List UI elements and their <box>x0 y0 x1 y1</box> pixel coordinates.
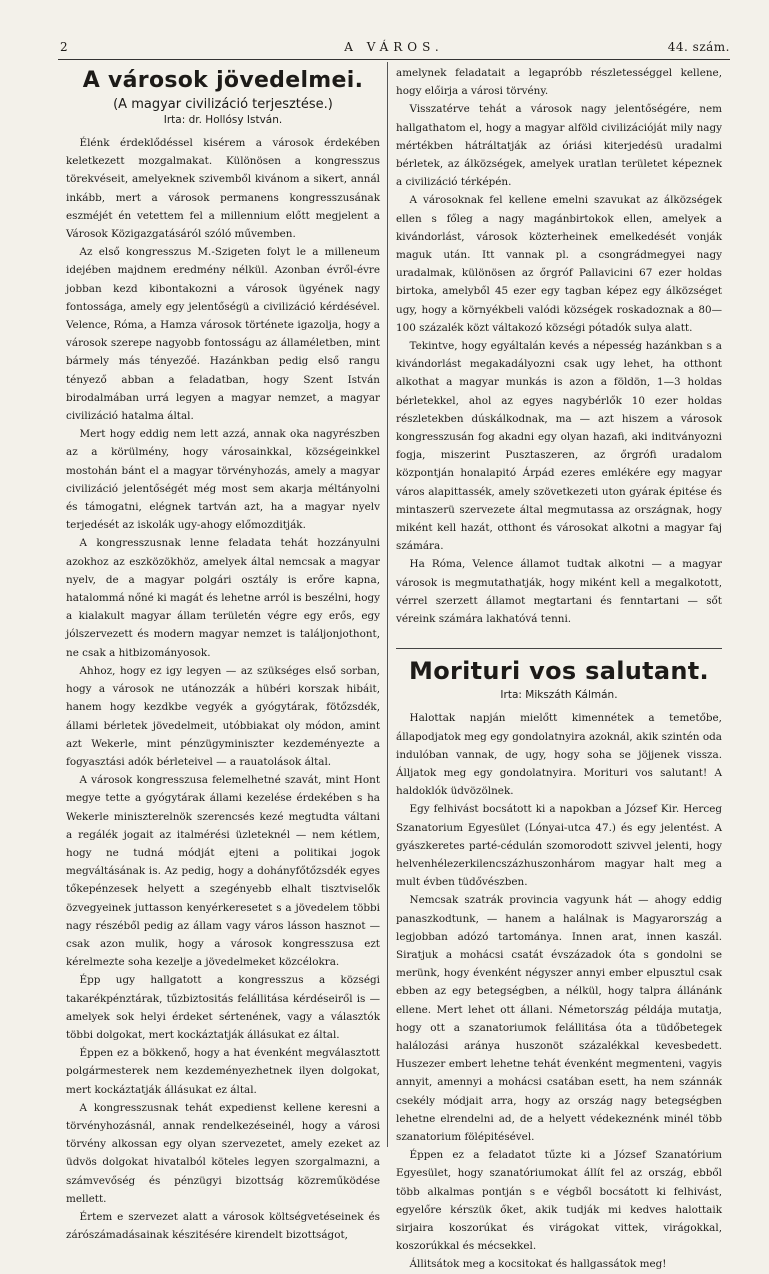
masthead: A VÁROS. <box>344 40 444 54</box>
page-number: 2 <box>60 40 68 54</box>
paragraph: Éppen ez a feladatot tűzte ki a József Szanatórium Egyesület, hogy szanatóriumokat állít fel az ország, ebből több alkalmas pontján s e végből bocsátott ki felhivást, egyelőre kérszük őket, akik tudják mi kedves halottaik sirjaira koszorúkat és virágokat vittek, virágokkal, koszorúkkal és mécsekkel. <box>396 1149 722 1253</box>
left-column <box>66 64 380 1244</box>
paragraph: A városoknak fel kellene emelni szavukat az álközségek ellen s főleg a nagy magánbirtokok ellen, amelyek a kivándorlást, városok közterheinek emelkedését vonják maguk után. Itt vannak pl. a csongrádmegyei nagy uradalmak, különösen az őrgróf Pallavicini 67 ezer holdas birtoka, amelyből 45 ezer egy tagban képez egy álközséget ugy, hogy a környékbeli valódi községek roskadoznak a 80—100 százalék közt váltakozó községi pótadók sulya alatt. <box>396 194 722 334</box>
paragraph: Állitsátok meg a kocsitokat és hallgassátok meg! <box>409 1258 667 1271</box>
second-article-header <box>396 648 722 701</box>
paragraph: Értem e szervezet alatt a városok költségvetéseinek és zárószámadásainak készitésére kirendelt bizottságot, <box>66 1210 380 1242</box>
paragraph: Egy felhivást bocsátott ki a napokban a József Kir. Herceg Szanatorium Egyesület (Lónyai-utca 47.) és egy jelentést. A gyászkeretes parté-cédulán szomorodott szivvel jelenti, hogy helvenhélezerkilencszázhuszonhárom magyar halt meg a mult évben tüdővészben. <box>396 803 722 889</box>
column-divider <box>387 62 388 1147</box>
article-title: Morituri vos salutant. <box>409 657 709 686</box>
paragraph: amelynek feladatait a legapróbb részletességgel kellene, hogy előirja a városi törvény. <box>396 67 722 98</box>
paragraph: Tekintve, hogy egyáltalán kevés a népesség hazánkban s a kivándorlást megakadályozni csak ugy lehet, ha otthont alkothat a magyar munkás is azon a földön, 1—3 holdas bérletekkel, ahol az egyes nagybérlők 10 ezer holdas részletekben dúskálkodnak, ma — azt hiszem a városok kongresszusán fog akadni egy olyan hazafi, aki inditványozni fogja, miszerint Pusztaszeren, az őrgrófi uradalom központján honalapitó Árpád ezeres emlékére egy magyar város alapittassék, amely szövetkezeti uton gyárak épitése és mintaszerü szervezete által megmutassa az országnak, hogy miként kell hazát, otthont és városokat alkotni a magyar faj számára. <box>396 340 722 553</box>
paragraph: Éppen ez a bökkenő, hogy a hat évenként megválasztott polgármesterek nem kezdeményezhetnek ilyen dolgokat, mert kockáztatják állásukat ez által. <box>66 1047 380 1096</box>
paragraph: Nemcsak szatrák provincia vagyunk hát — ahogy eddig panaszkodtunk, — hanem a halálnak is Magyarország a legjobban adózó tartománya. Innen arat, innen kaszál. Siratjuk a mohácsi csatát évszázadok óta s gondolni se merünk, hogy évenként négyszer annyi ember elpusztul csak ebben az egy betegségben, a nélkül, hogy talpra állánánk ellene. Mert lehet ott állani. Németország példája mutatja, hogy ott a szanatoriumok felállitása óta a tüdőbetegek halálozási aránya huszonöt százalékkal kevesbedett. Huszezer embert lehetne tehát évenként megmenteni, vagyis annyit, amennyi a mohácsi csatában esett, ha nem szánnák csekély módjait arra, hogy az ország nagy betegségben lehetne elrendelni ad, de a helyett védekeznénk minél több szanatorium fölépitésével. <box>396 894 722 1143</box>
paragraph: A kongresszusnak tehát expedienst kellene keresni a törvényhozásnál, annak rendelkezéseinél, hogy a városi törvény alkossan egy olyan szervezetet, amely ezeket az üdvös dolgokat hivatalból köteles legyen szorgalmazni, a számvevőség és pénzügyi bizottság közreműködése mellett. <box>66 1101 380 1205</box>
article-subtitle: (A magyar civilizáció terjesztése.) <box>113 97 333 112</box>
paragraph: Ha Róma, Velence államot tudtak alkotni — a magyar városok is megmutathatják, hogy miként kell a megalkotott, vérrel szerzett államot megtartani és fenntartani — sőt véreink számára lakhatóvá tenni. <box>396 558 722 626</box>
paragraph: Az első kongresszus M.-Szigeten folyt le a milleneum idejében majdnem eredmény nélkül. Azonban évről-évre jobban kezd kibontakozni a városok ügyének nagy fontossága, amely egy jelentőségü a civilizáció kérdésével. Velence, Róma, a Hamza városok története igazolja, hogy a városok szerepe nagyobb fontosságu az államéletben, mint bármely más tényezőé. Hazánkban pedig első rangu tényező abban a feladatban, hogy Szent István birodalmában urrá legyen a magyar nemzet, a magyar civilizáció hatalma által. <box>66 246 380 423</box>
article-title: A városok jövedelmei. <box>82 68 364 93</box>
paragraph: Élénk érdeklődéssel kisérem a városok érdekében keletkezett mozgalmakat. Különösen a kongresszus törekvéseit, amelyeknek szivemből kivánom a sikert, annál inkább, mert a városok permanens kongresszusának eszméjét én vetettem fel a millennium előtt megjelent a Városok Közigazgatásáról szóló művemben. <box>66 137 380 241</box>
paragraph: A kongresszusnak lenne feladata tehát hozzányulni azokhoz az eszközökhöz, amelyek által nemcsak a magyar nyelv, de a magyar polgári osztály is erőre kapna, hatalommá nőné ki magát és lehetne arról is beszélni, hogy a kialakult magyar állam területén végre egy erős, egy jólszervezett és modern magyar nemzet is találjonjothont, ne csak a hitbizományosok. <box>66 537 380 659</box>
page-header <box>58 40 730 58</box>
right-column <box>396 64 722 1274</box>
paragraph: Épp ugy hallgatott a kongresszus a községi takarékpénztárak, tűzbiztositás felállitása kérdéseiről is — amelyek sok helyi érdeket sértenének, vagy a választók többi dolgokat, mert kockáztatják állásukat ez által. <box>66 974 380 1041</box>
article-byline: Irta: Mikszáth Kálmán. <box>500 689 618 702</box>
article-byline: Irta: dr. Hollósy István. <box>163 114 283 126</box>
paragraph: Ahhoz, hogy ez igy legyen — az szükséges első sorban, hogy a városok ne utánozzák a hübéri korszak hibáit, hanem hogy kezdkbe vegyék a gyógytárak, fötőzsdék, állami bérletek jövedelmeit, utóbbiakat oly módon, amint azt Wekerle, mint pénzügyminiszter kezdeményezte a fogyasztási adók bérleteivel — a rauatolások által. <box>66 664 380 768</box>
header-rule <box>58 59 730 60</box>
issue-number: 44. szám. <box>667 40 730 54</box>
paragraph: Halottak napján mielőtt kimennétek a temetőbe, állapodjatok meg egy gondolatnyira azoknál, akik szintén oda indulóban vannak, de ugy, hogy soha se jöjjenek vissza. Álljatok meg egy gondolatnyira. Morituri vos salutant! A haldoklók üdvözölnek. <box>396 712 722 798</box>
paragraph: Mert hogy eddig nem lett azzá, annak oka nagyrészben az a körülmény, hogy városainkkal, községeinkkel mostohán bánt el a magyar törvényhozás, amely a magyar civilizáció jelentőségét még most sem akarja méltányolni és támogatni, elégnek tartván azt, ha a magyar nyelv terjedését az iskolák ugy-ahogy előmozditják. <box>66 428 380 532</box>
paragraph: Visszatérve tehát a városok nagy jelentőségére, nem hallgathatom el, hogy a magyar alföld civilizációját mily nagy mértékben hátráltatják az óriási kiterjedésü uradalmi bérletek, az álközségek, amelyek uratlan területet képeznek a civilizáció térképén. <box>396 103 722 189</box>
paragraph: A városok kongresszusa felemelhetné szavát, mint Hont megye tette a gyógytárak állami kezelése érdekében s ha Wekerle miniszterelnök szerencsés kezé megtudta váltani a regálék jogait az italmérési üzleteknél — nem kétlem, hogy ne tudná módját ejteni a politikai jogok megváltásának is. Az pedig, hogy a dohányfőtőzsdék egyes tőkepénzesek helyett a szegényebb elhalt tisztviselők özvegyeinek juttasson kenyérkeresetet s a jövedelem többi nagy részéből pedig az állam vagy város lásson hasznot — csak azon mulik, hogy a városok kongresszusa ezt kérelmezte soha kezelje a jövedelmeket közcélokra. <box>66 774 380 969</box>
